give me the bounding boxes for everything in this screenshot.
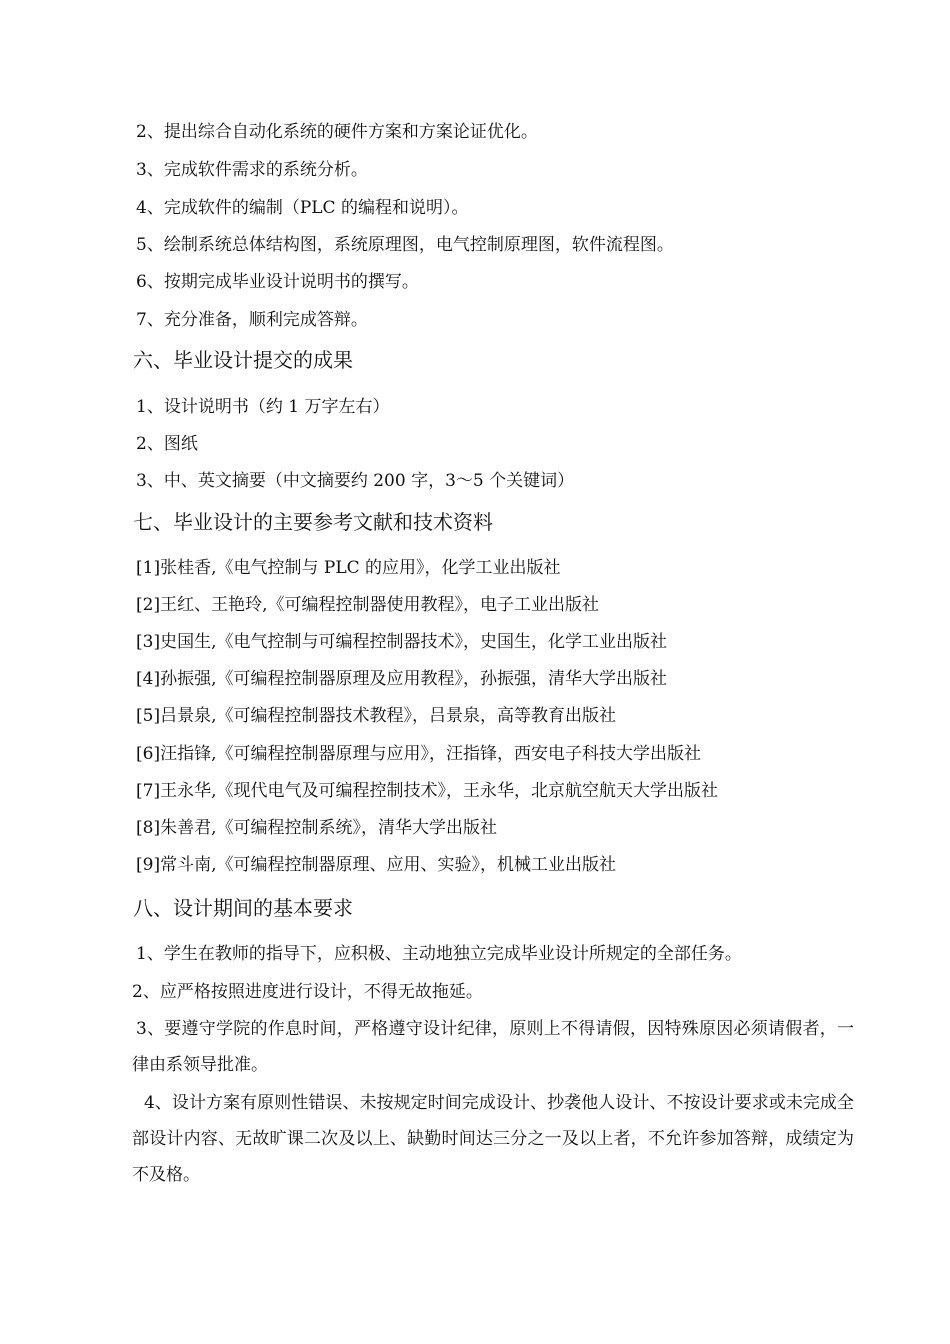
reference-item: [7]王永华,《现代电气及可编程控制技术》，王永华，北京航空航天大学出版社: [136, 781, 718, 801]
deliverable-item: 1、设计说明书（约 1 万字左右）: [136, 397, 390, 417]
task-item: 6、按期完成毕业设计说明书的撰写。: [136, 272, 419, 292]
reference-item: [5]吕景泉,《可编程控制器技术教程》，吕景泉，高等教育出版社: [136, 706, 616, 726]
reference-item: [8]朱善君,《可编程控制系统》，清华大学出版社: [136, 818, 497, 838]
reference-item: [3]史国生,《电气控制与可编程控制器技术》，史国生，化学工业出版社: [136, 632, 667, 652]
task-item: 7、充分准备，顺利完成答辩。: [136, 310, 368, 330]
task-item: 5、绘制系统总体结构图，系统原理图，电气控制原理图，软件流程图。: [136, 235, 674, 255]
requirement-item: 1、学生在教师的指导下，应积极、主动地独立完成毕业设计所规定的全部任务。: [136, 944, 742, 964]
task-item: 3、完成软件需求的系统分析。: [136, 160, 368, 180]
reference-item: [2]王红、王艳玲,《可编程控制器使用教程》，电子工业出版社: [136, 595, 599, 615]
reference-item: [1]张桂香,《电气控制与 PLC 的应用》，化学工业出版社: [136, 558, 561, 578]
requirement-paragraph: 4、设计方案有原则性错误、未按规定时间完成设计、抄袭他人设计、不按设计要求或未完成全部设计内容、无故旷课二次及以上、缺勤时间达三分之一及以上者，不允许参加答辩，成绩定为不及格。: [132, 1093, 854, 1185]
deliverable-item: 3、中、英文摘要（中文摘要约 200 字，3～5 个关键词）: [136, 471, 575, 491]
requirement-paragraph: 3、要遵守学院的作息时间，严格遵守设计纪律，原则上不得请假，因特殊原因必须请假者，一律由系领导批准。: [132, 1019, 854, 1075]
reference-item: [6]汪指锋,《可编程控制器原理与应用》，汪指锋，西安电子科技大学出版社: [136, 744, 701, 764]
reference-item: [4]孙振强,《可编程控制器原理及应用教程》，孙振强，清华大学出版社: [136, 669, 667, 689]
task-item: 4、完成软件的编制（PLC 的编程和说明）。: [136, 198, 469, 218]
section-heading-6: 六、毕业设计提交的成果: [133, 348, 353, 372]
deliverable-item: 2、图纸: [136, 434, 198, 454]
reference-item: [9]常斗南,《可编程控制器原理、应用、实验》，机械工业出版社: [136, 855, 616, 875]
section-heading-7: 七、毕业设计的主要参考文献和技术资料: [133, 510, 493, 534]
task-item: 2、提出综合自动化系统的硬件方案和方案论证优化。: [136, 122, 538, 142]
section-heading-8: 八、设计期间的基本要求: [133, 896, 353, 920]
requirement-item: 2、应严格按照进度进行设计，不得无故拖延。: [132, 982, 483, 1002]
